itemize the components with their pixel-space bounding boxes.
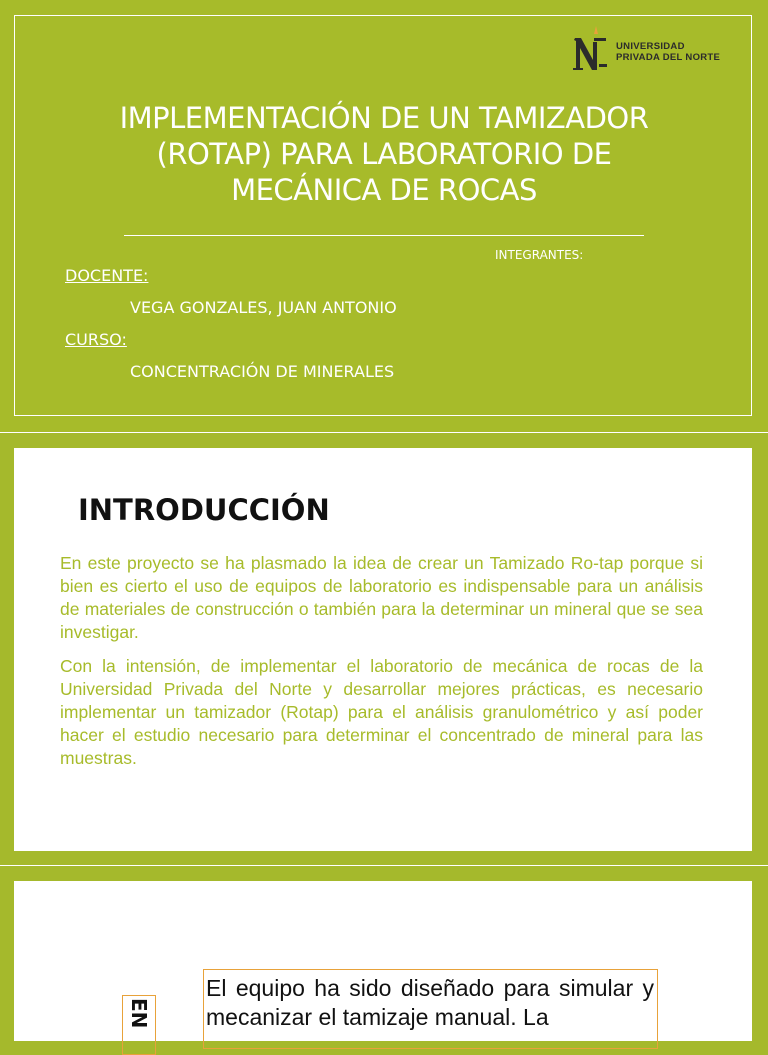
title-underline [124,235,644,236]
upn-logo-icon [572,24,612,74]
integrantes-label: INTEGRANTES: [495,248,584,262]
title-line-1: IMPLEMENTACIÓN DE UN TAMIZADOR [119,101,649,135]
vertical-title-tab [122,995,156,1055]
title-slide-frame [14,15,752,416]
equipment-slide [14,881,752,1041]
slide-divider [0,432,768,433]
title-line-3: MECÁNICA DE ROCAS [231,173,537,207]
introduction-slide [14,448,752,851]
logo-line-2: PRIVADA DEL NORTE [616,52,721,63]
title-slide [0,0,768,432]
slide-divider [0,865,768,866]
vertical-title-text: EN [127,998,151,1029]
introduction-heading: INTRODUCCIÓN [78,493,330,527]
university-logo [572,24,720,74]
docente-value: VEGA GONZALES, JUAN ANTONIO [130,298,397,317]
presentation-title [60,100,708,208]
equipment-description-box: El equipo ha sido diseñado para simular y mecanizar el tamizaje manual. La [203,969,658,1049]
curso-value: CONCENTRACIÓN DE MINERALES [130,362,395,381]
logo-line-1: UNIVERSIDAD [616,41,685,52]
title-line-2: (ROTAP) PARA LABORATORIO DE [156,137,612,171]
introduction-paragraph-1: En este proyecto se ha plasmado la idea de crear un Tamizado Ro-tap porque si bien es cierto el uso de equipos de laboratorio es indispensable para un análisis de materiales de construcción o también para la determinar un mineral que se sea investigar. [60,553,703,642]
logo-wordmark [616,35,720,63]
curso-label: CURSO: [65,330,127,349]
docente-label: DOCENTE: [65,266,149,285]
introduction-paragraph-2: Con la intensión, de implementar el laboratorio de mecánica de rocas de la Universidad Privada del Norte y desarrollar mejores prácticas, es necesario implementar un tamizador (Rotap) para el análisis granulométrico y así poder hacer el estudio necesario para determinar el concentrado de mineral para las muestras. [60,656,703,768]
